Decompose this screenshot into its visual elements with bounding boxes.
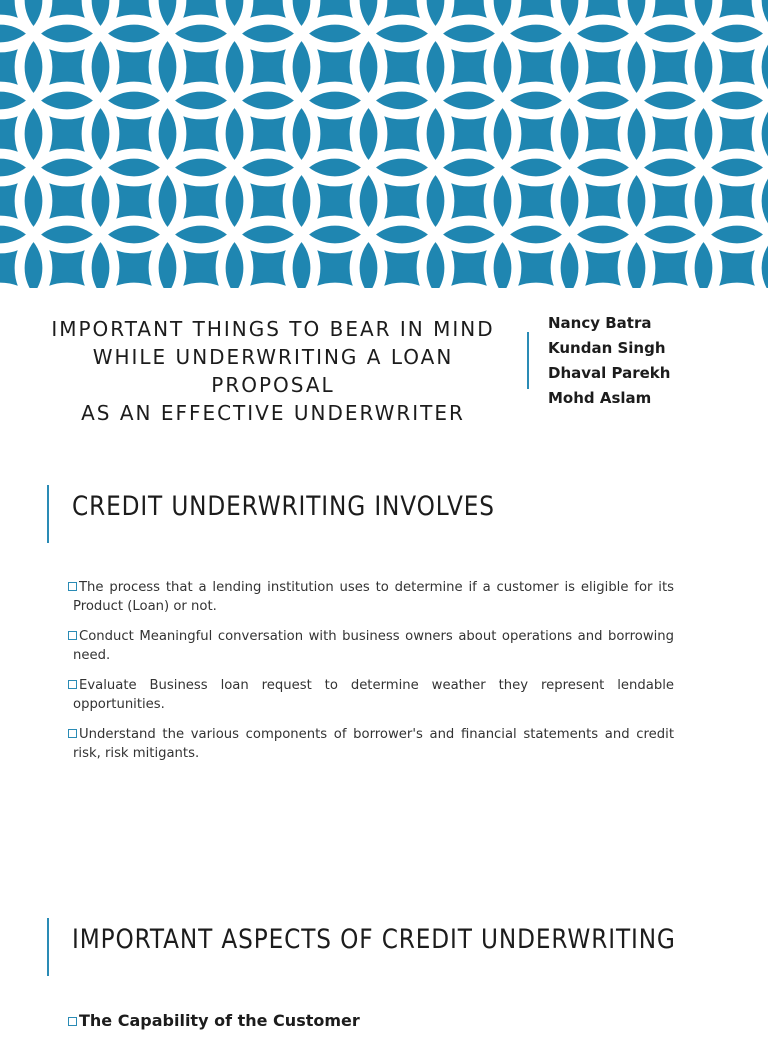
author-list [548,311,670,411]
title-line: WHILE UNDERWRITING A LOAN PROPOSAL [28,343,518,399]
checkbox-bullet-icon [68,1017,77,1026]
checkbox-bullet-icon [68,729,77,738]
checkbox-bullet-icon [68,631,77,640]
bullet-text: Understand the various components of borrower's and financial statements and credit risk, risk mitigants. [73,727,674,761]
slide-heading [47,918,727,976]
heading-accent-bar [47,918,49,976]
list-item [68,579,674,616]
slide-heading [47,485,727,543]
presentation-title [28,315,518,427]
heading-accent-bar [47,485,49,543]
quatrefoil-pattern [0,0,768,288]
slide-heading-text: IMPORTANT ASPECTS OF CREDIT UNDERWRITING [72,924,676,955]
list-item [68,1012,674,1031]
list-item [68,628,674,665]
bullet-text: The Capability of the Customer [79,1011,360,1030]
title-line: AS AN EFFECTIVE UNDERWRITER [28,399,518,427]
bullet-text: Conduct Meaningful conversation with business owners about operations and borrowing need. [73,629,674,663]
checkbox-bullet-icon [68,582,77,591]
title-divider [527,332,529,389]
slide-heading-text: CREDIT UNDERWRITING INVOLVES [72,491,495,522]
bullet-list [68,579,674,775]
bullet-text: Evaluate Business loan request to determine weather they represent lendable opportunities. [73,678,674,712]
bullet-text: The process that a lending institution uses to determine if a customer is eligible for its Product (Loan) or not. [73,580,674,614]
checkbox-bullet-icon [68,680,77,689]
author-name: Nancy Batra [548,311,670,336]
list-item [68,726,674,763]
decorative-pattern-banner [0,0,768,288]
author-name: Mohd Aslam [548,386,670,411]
bullet-list [68,1012,674,1043]
list-item [68,677,674,714]
title-line: IMPORTANT THINGS TO BEAR IN MIND [28,315,518,343]
author-name: Dhaval Parekh [548,361,670,386]
author-name: Kundan Singh [548,336,670,361]
title-slide [0,288,768,428]
